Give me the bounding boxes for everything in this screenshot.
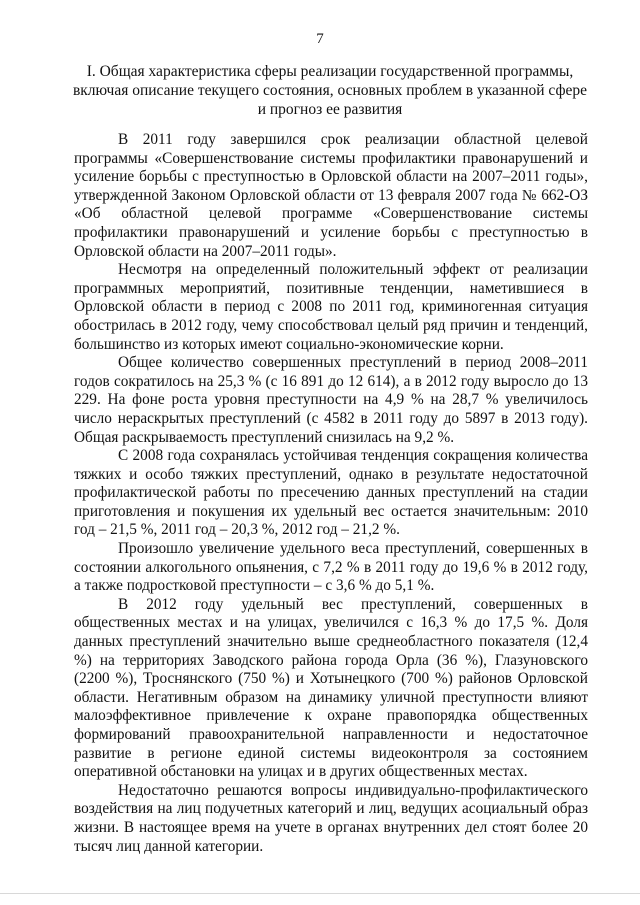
paragraph: Произошло увеличение удельного веса преступлений, совершенных в состоянии алкогольного опьянения, с 7,2 % в 2011 году до 19,6 % в 2012 году, а также подростковой преступности – с 3,6 % до 5,1 %. [74,540,588,595]
paragraph: Общее количество совершенных преступлений в период 2008–2011 годов сократилось на 25,3 % (с 16 891 до 12 614), а в 2012 году выросло до 13 229. На фоне роста уровня преступности на 4,9 % на 28,7 % увеличилось число нераскрытых преступлений (с 4582 в 2011 году до 5897 в 2013 году). Общая раскрываемость преступлений снизилась на 9,2 %. [74,354,588,446]
paragraph: С 2008 года сохранялась устойчивая тенденция сокращения количества тяжких и особо тяжких преступлений, однако в результате недостаточной профилактической работы по пресечению данных преступлений на стадии приготовления и покушения их удельный вес остается значительным: 2010 год – 21,5 %, 2011 год – 20,3 %, 2012 год – 21,2 %. [74,447,588,539]
paragraph: В 2012 году удельный вес преступлений, совершенных в общественных местах и на улицах, увеличился с 16,3 % до 17,5 %. Доля данных преступлений значительно выше среднеобластного показателя (12,4 %) на территориях Заводского района города Орла (36 %), Глазуновского (2200 %), Троснянского (750 %) и Хотынецкого (700 %) районов Орловской области. Негативным образом на динамику уличной преступности влияют малоэффективное привлечение к охране правопорядка общественных формирований правоохранительной направленности и недостаточное развитие в регионе единой системы видеоконтроля за состоянием оперативной обстановки на улицах и в других общественных местах. [74,595,588,781]
paragraph: Несмотря на определенный положительный эффект от реализации программных мероприятий, позитивные тенденции, наметившиеся в Орловской области в период с 2008 по 2011 год, криминогенная ситуация обострилась в 2012 году, чему способствовал целый ряд причин и тенденций, большинство из которых имеют социально-экономические корни. [74,261,588,353]
page-number: 7 [316,31,324,47]
body-text [74,131,588,856]
paragraph: Недостаточно решаются вопросы индивидуально-профилактического воздействия на лиц подучетных категорий и лиц, ведущих асоциальный образ жизни. В настоящее время на учете в органах внутренних дел стоят более 20 тысяч лиц данной категории. [74,781,588,855]
paragraph: В 2011 году завершился срок реализации областной целевой программы «Совершенствование системы профилактики правонарушений и усиление борьбы с преступностью в Орловской области на 2007–2011 годы», утвержденной Законом Орловской области от 13 февраля 2007 года № 662-ОЗ «Об областной целевой программе «Совершенствование системы профилактики правонарушений и усиление борьбы с преступностью в Орловской области на 2007–2011 годы». [74,131,588,260]
page-bottom-divider [0,893,640,894]
section-heading: I. Общая характеристика сферы реализации государственной программы, включая описание текущего состояния, основных проблем в указанной сфере и прогноз ее развития [72,63,588,118]
